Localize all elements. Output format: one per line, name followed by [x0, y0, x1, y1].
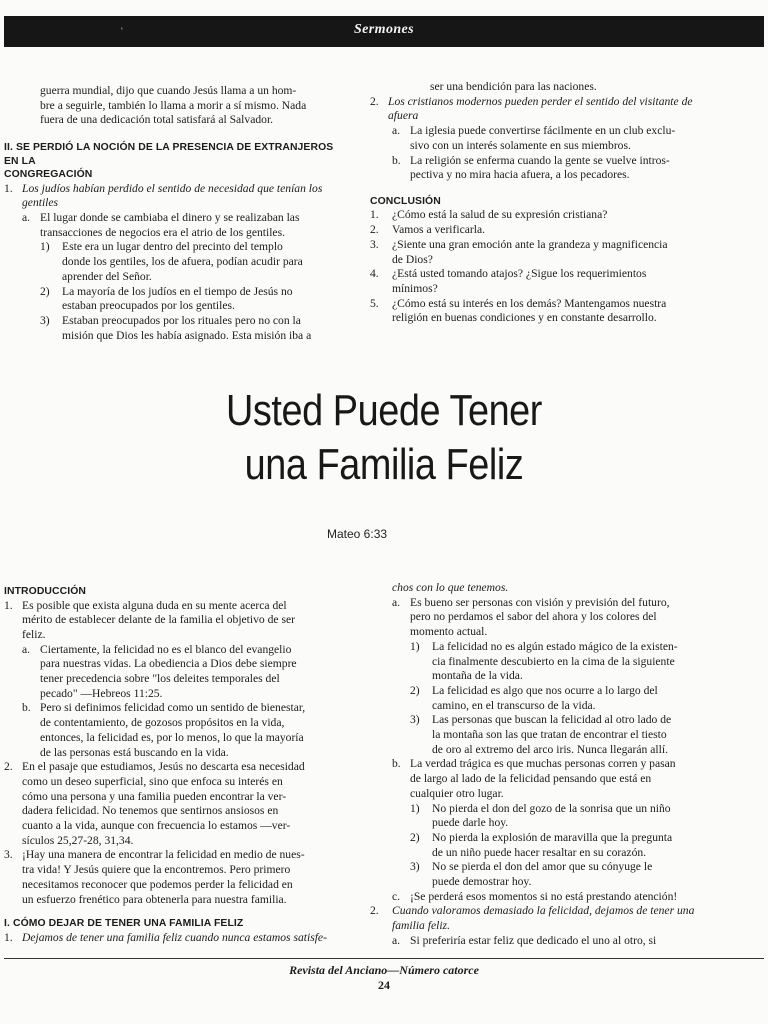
- section-heading-2: II. SE PERDIÓ LA NOCIÓN DE LA PRESENCIA DE EXTRANJEROS EN LA CONGREGACIÓN: [4, 142, 334, 181]
- point-1a-2: 2) La mayoría de los judíos en el tiempo de Jesús no estaban preocupados por los gentiles.: [40, 284, 293, 313]
- point-a: a. Es bueno ser personas con visión y previsión del futuro, pero no perdamos el sabor del ahora y los colores del momento actual.: [392, 595, 670, 639]
- header-bar: [4, 16, 764, 47]
- point-2b: b. La religión se enferma cuando la gente se vuelve intros- pectiva y no mira hacia afuera, a los pecadores.: [392, 153, 670, 182]
- point-2: 2. Los cristianos modernos pueden perder el sentido del visitante de afuera: [370, 94, 693, 123]
- point-b-1: 1) No pierda el don del gozo de la sonrisa que un niño puede darle hoy.: [410, 801, 671, 830]
- point-b-2: 2) No pierda la explosión de maravilla que la pregunta de un niño puede hacer resaltar en su corazón.: [410, 830, 673, 859]
- page-number: 24: [378, 978, 390, 992]
- text-line: bre a seguirle, también lo llama a morir a sí mismo. Nada: [40, 98, 307, 112]
- sermon-title-line-2: una Familia Feliz: [244, 440, 524, 489]
- section-heading-1: I. CÓMO DEJAR DE TENER UNA FAMILIA FELIZ: [4, 918, 244, 930]
- text-line: fuera de una dedicación total satisfará al Salvador.: [40, 113, 274, 127]
- point-2: 2. Cuando valoramos demasiado la felicidad, dejamos de tener una familia feliz.: [370, 904, 695, 933]
- point-1a-1: 1) Este era un lugar dentro del precinto del templo donde los gentiles, los de afuera, podían acudir para aprender del Señor.: [40, 240, 303, 283]
- conclusion-heading: CONCLUSIÓN: [370, 195, 441, 207]
- bottom-left-column: [4, 585, 336, 945]
- point-b: b. La verdad trágica es que muchas personas corren y pasan de largo al lado de la felicidad pensando que está en cualquier otro lugar.: [392, 757, 676, 800]
- conclusion-item: 1. ¿Cómo está la salud de su expresión cristiana?: [370, 208, 608, 222]
- point-1: 1. Los judíos habían perdido el sentido de necesidad que tenían los gentiles: [4, 181, 323, 210]
- conclusion-item: 5. ¿Cómo está su interés en los demás? Mantengamos nuestra religión en buenas condiciones y en constante desarrollo.: [370, 296, 667, 325]
- point-2a: a. La iglesia puede convertirse fácilmente en un club exclu- sivo con un interés solamente en sus miembros.: [392, 124, 676, 152]
- top-left-column: [4, 84, 336, 343]
- conclusion-item: 4. ¿Está usted tomando atajos? ¿Sigue los requerimientos mínimos?: [370, 267, 647, 295]
- intro-point-1: 1. Es posible que exista alguna duda en su mente acerca del mérito de establecer delante de la familia el objetivo de ser feliz.: [4, 598, 295, 641]
- introduction-heading: INTRODUCCIÓN: [4, 586, 87, 597]
- point-a-3: 3) Las personas que buscan la felicidad al otro lado de la montaña son las que tratan de encontrar el tiesto de oro al extremo del arco iris. Nunca llegarán allí.: [410, 713, 672, 756]
- journal-name: Revista del Anciano—Número catorce: [289, 963, 479, 977]
- point-1a-3: 3) Estaban preocupados por los rituales pero no con la misión que Dios les había asignado. Esta misión iba a: [40, 313, 312, 342]
- point-b-3: 3) No se pierda el don del amor que su cónyuge le puede demostrar hoy.: [410, 860, 653, 889]
- header-mark: ': [121, 26, 123, 36]
- point-c: c. ¡Se perderá esos momentos si no está prestando atención!: [392, 889, 678, 903]
- top-right-column: [370, 80, 708, 326]
- intro-point-1a: a. Ciertamente, la felicidad no es el blanco del evangelio para nuestras vidas. La obediencia a Dios debe siempre tener precedencia sobre "los deleites temporales del pecado" —Hebreos 11:25.: [22, 642, 297, 700]
- conclusion-item: 3. ¿Siente una gran emoción ante la grandeza y magnificencia de Dios?: [370, 237, 668, 266]
- footer-rule: [4, 958, 764, 959]
- point-a-2: 2) La felicidad es algo que nos ocurre a lo largo del camino, en el transcurso de la vida.: [410, 683, 658, 712]
- continued-paragraph: [4, 84, 336, 128]
- point-a-1: 1) La felicidad no es algún estado mágico de la existen- cia finalmente descubierto en la cima de la siguiente montaña de la vida.: [410, 639, 678, 683]
- section-title: Sermones: [354, 22, 414, 37]
- continued-line: ser una bendición para las naciones.: [430, 80, 597, 93]
- scripture-reference: Mateo 6:33: [327, 527, 388, 541]
- text-line: guerra mundial, dijo que cuando Jesús llama a un hom-: [40, 84, 297, 97]
- sermon-title-line-1: Usted Puede Tener: [226, 386, 542, 435]
- point-1a: a. El lugar donde se cambiaba el dinero y se realizaban las transacciones de negocios era el atrio de los gentiles.: [22, 211, 300, 239]
- bottom-right-column: [370, 581, 708, 949]
- intro-point-3: 3. ¡Hay una manera de encontrar la felicidad en medio de nues- tra vida! Y Jesús quiere que la encontremos. Pero primero necesitamos reconocer que podemos perder la felicidad en un esfuerzo frenético para obtenerla para nuestra familia.: [4, 848, 305, 906]
- intro-point-1b: b. Pero si definimos felicidad como un sentido de bienestar, de contentamiento, de gozosos propósitos en la vida, entonces, la felicidad es, por lo menos, lo que la mayoría de las personas está buscando en la vida.: [22, 701, 306, 759]
- point-2a: a. Si preferiría estar feliz que dedicado el uno al otro, si: [392, 933, 657, 947]
- section-point-1: 1. Dejamos de tener una familia feliz cuando nunca estamos satisfe-: [4, 930, 327, 944]
- conclusion-item: 2. Vamos a verificarla.: [370, 223, 486, 237]
- intro-point-2: 2. En el pasaje que estudiamos, Jesús no descarta esa necesidad como un deseo superficial, sino que enfoca su interés en cómo una persona y una familia pueden encontrar la ver- dadera felicidad. No tenemos que sentirnos ansiosos en cuanto a la vida, aunque con frecuencia lo estamos —ver- sículos 25,27-28, 31,34.: [4, 760, 305, 847]
- continued-line: chos con lo que tenemos.: [392, 581, 509, 594]
